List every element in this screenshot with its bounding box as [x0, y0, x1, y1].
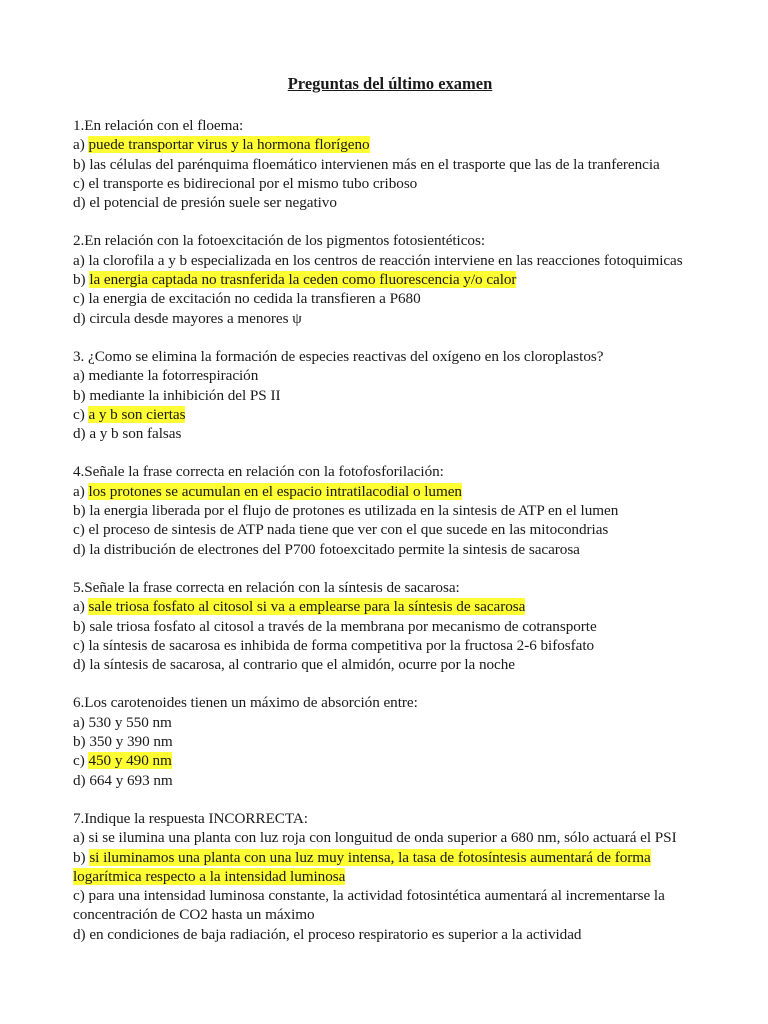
option-letter: b): [73, 386, 86, 404]
option-text: la energia liberada por el flujo de protones es utilizada en la sintesis de ATP en el lumen: [89, 502, 619, 520]
answer-option: [73, 405, 703, 424]
answer-option: [73, 925, 703, 944]
question-5: [73, 578, 703, 674]
answer-option: [73, 886, 703, 925]
question-stem: 7.Indique la respuesta INCORRECTA:: [73, 809, 308, 827]
option-letter: a): [73, 367, 85, 385]
answer-option: [73, 309, 703, 328]
answer-option: [73, 848, 703, 887]
highlighted-answer-text: puede transportar virus y la hormona florígeno: [88, 136, 370, 154]
highlighted-answer-text: a y b son ciertas: [88, 405, 186, 423]
option-letter: d): [73, 771, 86, 789]
option-text: la energia de excitación no cedida la transfieren a P680: [88, 290, 421, 308]
answer-option: [73, 751, 703, 770]
highlighted-answer-text: los protones se acumulan en el espacio intratilacodial o lumen: [88, 482, 462, 500]
question-stem: 2.En relación con la fotoexcitación de los pigmentos fotosientéticos:: [73, 232, 485, 250]
option-letter: a): [73, 713, 85, 731]
question-2: [73, 231, 703, 327]
option-letter: c): [73, 521, 85, 539]
answer-option: [73, 482, 703, 501]
question-stem: 4.Señale la frase correcta en relación con la fotofosforilación:: [73, 463, 444, 481]
highlighted-answer-text: sale triosa fosfato al citosol si va a emplearse para la síntesis de sacarosa: [88, 598, 526, 616]
option-text: mediante la inhibición del PS II: [89, 386, 281, 404]
answer-option: [73, 655, 703, 674]
highlighted-answer-text: 450 y 490 nm: [88, 752, 172, 770]
option-text: circula desde mayores a menores ψ: [89, 309, 302, 327]
option-letter: c): [73, 174, 85, 192]
answer-option: [73, 597, 703, 616]
option-text: 350 y 390 nm: [89, 733, 173, 751]
question-4: [73, 462, 703, 558]
answer-option: [73, 828, 703, 847]
option-text: 664 y 693 nm: [89, 771, 173, 789]
question-3: [73, 347, 703, 443]
option-letter: d): [73, 194, 86, 212]
answer-option: [73, 732, 703, 751]
option-letter: d): [73, 925, 86, 943]
option-text: 530 y 550 nm: [88, 713, 172, 731]
option-letter: c): [73, 405, 85, 423]
option-letter: a): [73, 598, 85, 616]
option-letter: b): [73, 733, 86, 751]
option-text: el potencial de presión suele ser negativo: [89, 194, 337, 212]
question-7: [73, 809, 703, 944]
answer-option: [73, 424, 703, 443]
option-letter: a): [73, 829, 85, 847]
answer-option: [73, 636, 703, 655]
option-letter: c): [73, 636, 85, 654]
question-list: [73, 116, 703, 944]
option-letter: b): [73, 155, 86, 173]
option-letter: c): [73, 290, 85, 308]
option-text: la clorofila a y b especializada en los centros de reacción interviene en las reacciones fotoquimicas: [88, 251, 683, 269]
answer-option: [73, 251, 703, 270]
question-6: [73, 693, 703, 789]
option-letter: a): [73, 136, 85, 154]
option-text: si se ilumina una planta con luz roja con longuitud de onda superior a 680 nm, sólo actuará el PSI: [88, 829, 677, 847]
answer-option: [73, 617, 703, 636]
option-letter: c): [73, 887, 85, 905]
option-text: el proceso de sintesis de ATP nada tiene que ver con el que sucede en las mitocondrias: [88, 521, 609, 539]
option-text: a y b son falsas: [89, 425, 182, 443]
option-text: en condiciones de baja radiación, el proceso respiratorio es superior a la actividad: [89, 925, 582, 943]
option-letter: d): [73, 425, 86, 443]
option-text: la distribución de electrones del P700 fotoexcitado permite la sintesis de sacarosa: [89, 540, 580, 558]
option-letter: d): [73, 540, 86, 558]
answer-option: [73, 501, 703, 520]
question-stem: 1.En relación con el floema:: [73, 117, 244, 134]
answer-option: [73, 174, 703, 193]
option-letter: b): [73, 617, 86, 635]
option-text: mediante la fotorrespiración: [88, 367, 259, 385]
answer-option: [73, 193, 703, 212]
answer-option: [73, 713, 703, 732]
option-text: la síntesis de sacarosa es inhibida de forma competitiva por la fructosa 2-6 bifosfato: [88, 636, 595, 654]
option-letter: b): [73, 848, 86, 866]
option-letter: c): [73, 752, 85, 770]
answer-option: [73, 135, 703, 154]
highlighted-answer-text: la energia captada no trasnferida la ceden como fluorescencia y/o calor: [89, 271, 517, 289]
page-title: Preguntas del último examen: [287, 74, 493, 93]
option-letter: a): [73, 482, 85, 500]
answer-option: [73, 771, 703, 790]
option-text: sale triosa fosfato al citosol a través de la membrana por mecanismo de cotransporte: [89, 617, 597, 635]
question-1: [73, 116, 703, 212]
option-letter: d): [73, 309, 86, 327]
answer-option: [73, 540, 703, 559]
answer-option: [73, 386, 703, 405]
option-letter: b): [73, 502, 86, 520]
question-stem: 5.Señale la frase correcta en relación con la síntesis de sacarosa:: [73, 578, 460, 596]
question-stem: 3. ¿Como se elimina la formación de especies reactivas del oxígeno en los cloroplastos?: [73, 347, 604, 365]
option-letter: b): [73, 271, 86, 289]
answer-option: [73, 289, 703, 308]
option-letter: d): [73, 656, 86, 674]
answer-option: [73, 520, 703, 539]
highlighted-answer-text: si iluminamos una planta con una luz muy intensa, la tasa de fotosíntesis aumentará de forma logarítmica respecto a la intensidad luminosa: [73, 848, 651, 885]
exam-page: [73, 74, 703, 963]
answer-option: [73, 366, 703, 385]
option-letter: a): [73, 251, 85, 269]
answer-option: [73, 155, 703, 174]
question-stem: 6.Los carotenoides tienen un máximo de absorción entre:: [73, 694, 418, 712]
option-text: para una intensidad luminosa constante, la actividad fotosintética aumentará al incrementarse la concentración de CO2 hasta un máximo: [73, 887, 665, 924]
option-text: las células del parénquima floemático intervienen más en el trasporte que las de la tranferencia: [89, 155, 660, 173]
option-text: el transporte es bidirecional por el mismo tubo criboso: [88, 174, 418, 192]
option-text: la síntesis de sacarosa, al contrario que el almidón, ocurre por la noche: [89, 656, 515, 674]
answer-option: [73, 270, 703, 289]
